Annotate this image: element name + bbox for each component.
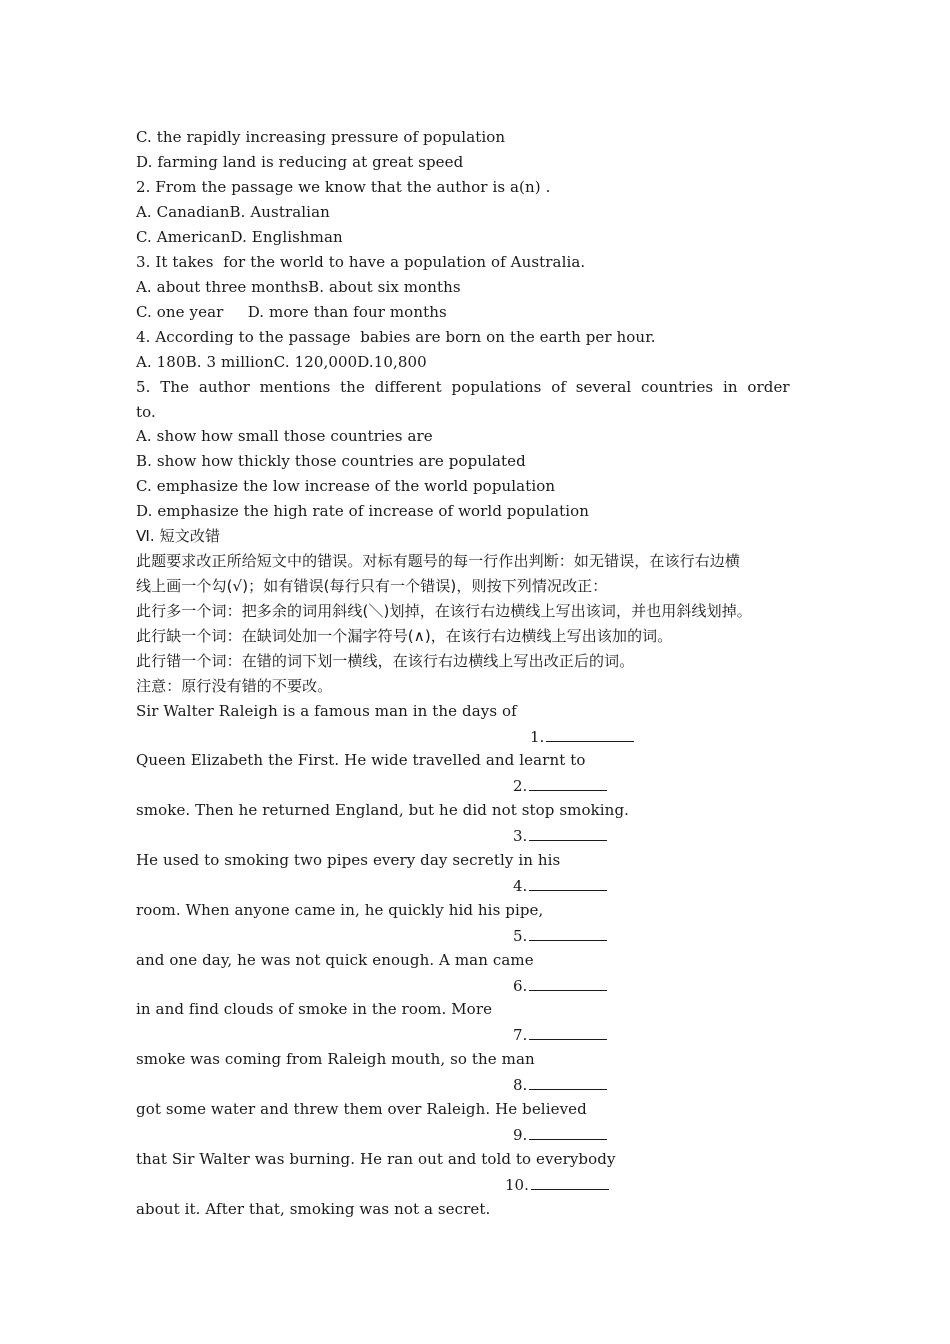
- passage-line: Sir Walter Raleigh is a famous man in the days of: [136, 702, 517, 720]
- answer-number: 10.: [505, 1176, 529, 1194]
- passage-line: smoke was coming from Raleigh mouth, so the man: [136, 1050, 535, 1068]
- answer-line: [529, 775, 607, 791]
- answer-blank[interactable]: [513, 1074, 607, 1095]
- passage-line: got some water and threw them over Raleigh. He believed: [136, 1100, 587, 1118]
- passage-line: smoke. Then he returned England, but he did not stop smoking.: [136, 801, 630, 819]
- instruction-line: 此题要求改正所给短文中的错误。对标有题号的每一行作出判断：如无错误，在该行右边横: [136, 552, 741, 570]
- mcq-line: D. farming land is reducing at great speed: [136, 153, 464, 171]
- answer-blank[interactable]: [513, 775, 607, 796]
- answer-blank[interactable]: [513, 925, 607, 946]
- mcq-line: C. emphasize the low increase of the world population: [136, 477, 556, 495]
- answer-number: 3.: [513, 827, 528, 845]
- answer-number: 2.: [513, 777, 528, 795]
- mcq-line: C. one year D. more than four months: [136, 303, 447, 321]
- mcq-line: C. the rapidly increasing pressure of population: [136, 128, 506, 146]
- mcq-line: 5. The author mentions the different populations of several countries in order: [136, 378, 790, 396]
- answer-number: 8.: [513, 1076, 528, 1094]
- mcq-line: A. about three monthsB. about six months: [136, 278, 461, 296]
- answer-blank[interactable]: [513, 1024, 607, 1045]
- answer-blank[interactable]: [513, 1124, 607, 1145]
- answer-number: 6.: [513, 977, 528, 995]
- answer-number: 5.: [513, 927, 528, 945]
- mcq-line: A. 180B. 3 millionC. 120,000D.10,800: [136, 353, 427, 371]
- passage-line: He used to smoking two pipes every day secretly in his: [136, 851, 561, 869]
- answer-blank[interactable]: [505, 1174, 609, 1195]
- mcq-line: A. show how small those countries are: [136, 427, 433, 445]
- answer-blank[interactable]: [513, 975, 607, 996]
- mcq-line: 4. According to the passage babies are born on the earth per hour.: [136, 328, 656, 346]
- answer-line: [529, 975, 607, 991]
- passage-line: room. When anyone came in, he quickly hid his pipe,: [136, 901, 544, 919]
- section-heading: Ⅵ. 短文改错: [136, 527, 221, 545]
- answer-line: [531, 1174, 609, 1190]
- passage-line: and one day, he was not quick enough. A man came: [136, 951, 534, 969]
- answer-blank[interactable]: [530, 726, 634, 747]
- mcq-line: B. show how thickly those countries are populated: [136, 452, 526, 470]
- answer-line: [529, 1124, 607, 1140]
- answer-number: 9.: [513, 1126, 528, 1144]
- passage-line: about it. After that, smoking was not a secret.: [136, 1200, 491, 1218]
- answer-line: [529, 1024, 607, 1040]
- mcq-line: 3. It takes for the world to have a population of Australia.: [136, 253, 586, 271]
- answer-line: [529, 825, 607, 841]
- instruction-line: 注意：原行没有错的不要改。: [136, 677, 333, 695]
- answer-line: [529, 925, 607, 941]
- answer-number: 4.: [513, 877, 528, 895]
- instruction-line: 线上画一个勾(√)；如有错误(每行只有一个错误)，则按下列情况改正：: [136, 577, 608, 595]
- passage-line: that Sir Walter was burning. He ran out and told to everybody: [136, 1150, 616, 1168]
- answer-line: [546, 726, 634, 742]
- mcq-line: D. emphasize the high rate of increase of world population: [136, 502, 590, 520]
- answer-line: [529, 875, 607, 891]
- passage-line: Queen Elizabeth the First. He wide travelled and learnt to: [136, 751, 586, 769]
- answer-number: 1.: [530, 728, 545, 746]
- mcq-line: 2. From the passage we know that the author is a(n) .: [136, 178, 551, 196]
- mcq-line: A. CanadianB. Australian: [136, 203, 330, 221]
- answer-line: [529, 1074, 607, 1090]
- passage-line: in and find clouds of smoke in the room. More: [136, 1000, 493, 1018]
- mcq-line: to.: [136, 403, 156, 421]
- answer-number: 7.: [513, 1026, 528, 1044]
- answer-blank[interactable]: [513, 875, 607, 896]
- instruction-line: 此行缺一个词：在缺词处加一个漏字符号(∧)，在该行右边横线上写出该加的词。: [136, 627, 673, 645]
- instruction-line: 此行错一个词：在错的词下划一横线，在该行右边横线上写出改正后的词。: [136, 652, 635, 670]
- mcq-line: C. AmericanD. Englishman: [136, 228, 343, 246]
- instruction-line: 此行多一个词：把多余的词用斜线(＼)划掉，在该行右边横线上写出该词，并也用斜线划掉。: [136, 602, 752, 620]
- answer-blank[interactable]: [513, 825, 607, 846]
